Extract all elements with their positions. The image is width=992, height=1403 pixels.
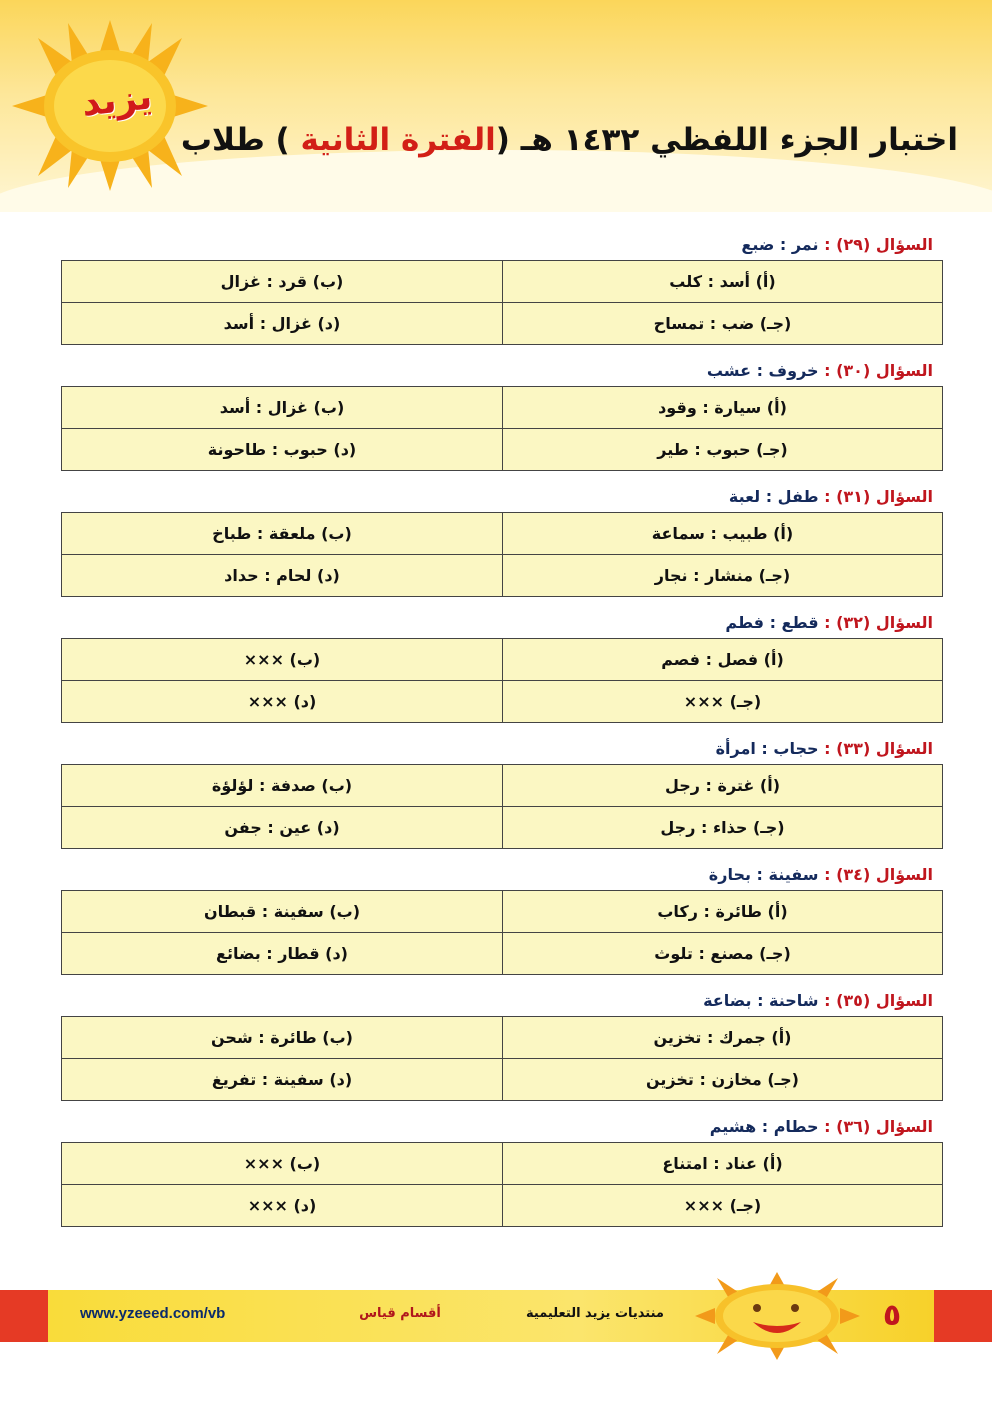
question-header xyxy=(61,608,943,638)
option-d[interactable]: (د) لحام : حداد xyxy=(224,566,340,585)
option-a[interactable]: (أ) غترة : رجل xyxy=(502,765,942,807)
option-c[interactable]: (جـ) حذاء : رجل xyxy=(502,807,942,848)
question-prompt: حطام : هشيم xyxy=(709,1117,819,1136)
option-b[interactable]: (ب) ××× xyxy=(62,1143,502,1185)
question-prompt: قطع : فطم xyxy=(725,613,819,632)
question-header xyxy=(61,860,943,890)
option-b[interactable]: (ب) ملعقة : طباخ xyxy=(62,513,502,555)
options-table xyxy=(61,1142,943,1227)
option-c[interactable]: (جـ) منشار : نجار xyxy=(502,555,942,596)
option-a[interactable]: (أ) طبيب : سماعة xyxy=(502,513,942,555)
option-c[interactable]: (جـ) حبوب : طير xyxy=(502,429,942,470)
question-36 xyxy=(61,1112,943,1227)
option-b[interactable]: (ب) طائرة : شحن xyxy=(62,1017,502,1059)
page-header xyxy=(0,0,992,212)
option-b[interactable]: (ب) ××× xyxy=(62,639,502,681)
smiling-sun-icon xyxy=(695,1272,860,1360)
footer-website-link[interactable]: www.yzeeed.com/vb xyxy=(80,1305,226,1322)
options-table xyxy=(61,1016,943,1101)
page-footer xyxy=(0,1290,992,1342)
page-title: اختبار الجزء اللفظي ١٤٣٢ هـ (الفترة الثانية ) طلاب xyxy=(180,122,958,158)
option-a[interactable]: (أ) طائرة : ركاب xyxy=(502,891,942,933)
page-number: ٥ xyxy=(882,1298,902,1333)
question-number: السؤال (٣٢) : xyxy=(824,613,933,632)
question-header xyxy=(61,482,943,512)
option-a[interactable]: (أ) جمرك : تخزين xyxy=(502,1017,942,1059)
question-32 xyxy=(61,608,943,723)
footer-forum-name: منتديات يزيد التعليمية xyxy=(526,1306,664,1321)
option-b[interactable]: (ب) سفينة : قبطان xyxy=(62,891,502,933)
option-b[interactable]: (ب) صدفة : لؤلؤة xyxy=(62,765,502,807)
options-table xyxy=(61,638,943,723)
question-header xyxy=(61,1112,943,1142)
question-number: السؤال (٣٠) : xyxy=(824,361,933,380)
option-b[interactable]: (ب) غزال : أسد xyxy=(62,387,502,429)
question-number: السؤال (٣٣) : xyxy=(824,739,933,758)
option-a[interactable]: (أ) سيارة : وقود xyxy=(502,387,942,429)
option-d[interactable]: (د) ××× xyxy=(247,1196,317,1215)
question-33 xyxy=(61,734,943,849)
question-34 xyxy=(61,860,943,975)
footer-section-label: أقسام قياس xyxy=(359,1306,441,1321)
option-d[interactable]: (د) غزال : أسد xyxy=(223,314,341,333)
option-a[interactable]: (أ) فصل : فصم xyxy=(502,639,942,681)
question-29 xyxy=(61,230,943,345)
option-c[interactable]: (جـ) مصنع : تلوث xyxy=(502,933,942,974)
option-c[interactable]: (جـ) ××× xyxy=(502,681,942,722)
option-d[interactable]: (د) ××× xyxy=(247,692,317,711)
option-a[interactable]: (أ) عناد : امتناع xyxy=(502,1143,942,1185)
option-d[interactable]: (د) عين : جفن xyxy=(224,818,340,837)
option-d[interactable]: (د) حبوب : طاحونة xyxy=(207,440,357,459)
question-prompt: حجاب : امرأة xyxy=(715,739,819,758)
question-prompt: طفل : لعبة xyxy=(728,487,819,506)
question-prompt: خروف : عشب xyxy=(706,361,819,380)
option-c[interactable]: (جـ) مخازن : تخزين xyxy=(502,1059,942,1100)
question-header xyxy=(61,356,943,386)
options-table xyxy=(61,386,943,471)
question-prompt: نمر : ضبع xyxy=(741,235,819,254)
option-d[interactable]: (د) سفينة : تفريغ xyxy=(211,1070,353,1089)
question-35 xyxy=(61,986,943,1101)
option-c[interactable]: (جـ) ××× xyxy=(502,1185,942,1226)
question-30 xyxy=(61,356,943,471)
options-table xyxy=(61,764,943,849)
question-number: السؤال (٣٦) : xyxy=(824,1117,933,1136)
question-number: السؤال (٣٤) : xyxy=(824,865,933,884)
question-header xyxy=(61,230,943,260)
option-d[interactable]: (د) قطار : بضائع xyxy=(216,944,348,963)
options-table xyxy=(61,260,943,345)
option-b[interactable]: (ب) قرد : غزال xyxy=(62,261,502,303)
question-number: السؤال (٢٩) : xyxy=(824,235,933,254)
options-table xyxy=(61,512,943,597)
question-prompt: سفينة : بحارة xyxy=(708,865,819,884)
question-number: السؤال (٣١) : xyxy=(824,487,933,506)
question-header xyxy=(61,986,943,1016)
footer-red-band-left xyxy=(0,1290,48,1342)
questions-list xyxy=(61,230,943,1238)
brand-logo-text: يزيد xyxy=(79,76,155,125)
question-prompt: شاحنة : بضاعة xyxy=(703,991,819,1010)
option-c[interactable]: (جـ) ضب : تمساح xyxy=(502,303,942,344)
option-a[interactable]: (أ) أسد : كلب xyxy=(502,261,942,303)
question-31 xyxy=(61,482,943,597)
options-table xyxy=(61,890,943,975)
question-number: السؤال (٣٥) : xyxy=(824,991,933,1010)
question-header xyxy=(61,734,943,764)
footer-red-band-right xyxy=(934,1290,992,1342)
